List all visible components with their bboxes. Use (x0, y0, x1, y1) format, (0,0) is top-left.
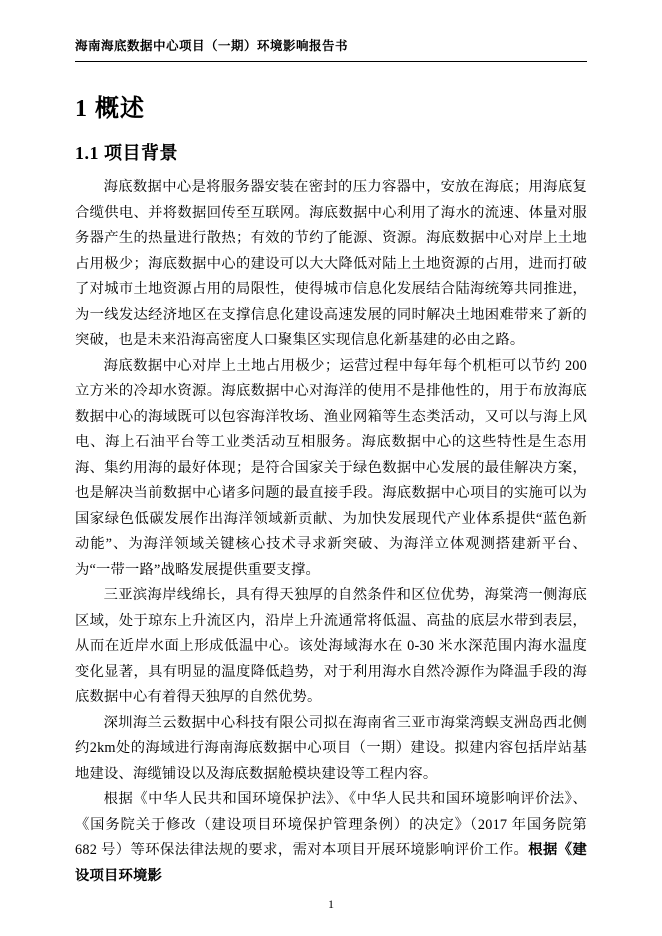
section-heading: 1.1 项目背景 (75, 143, 178, 163)
paragraph-5-bold-text: 根据《建设项目环境影 (75, 842, 587, 884)
paragraph-1: 海底数据中心是将服务器安装在密封的压力容器中，安放在海底；用海底复合缆供电、并将数据回传至互联网。海底数据中心利用了海水的流速、体量对服务器产生的热量进行散热；有效的节约了能源、资源。海底数据中心对岸上土地占用极少；海底数据中心的建设可以大大降低对陆上土地资源的占用，进而打破了对城市土地资源占用的局限性，使得城市信息化发展结合陆海统筹共同推进，为一线发达经济地区在支撑信息化建设高速发展的同时解决土地困难带来了新的突破，也是未来沿海高密度人口聚集区实现信息化新基建的必由之路。 (75, 179, 587, 348)
paragraph-2: 海底数据中心对岸上土地占用极少；运营过程中每年每个机柜可以节约 200 立方米的冷却水资源。海底数据中心对海洋的使用不是排他性的，用于布放海底数据中心的海域既可以包容海洋牧场、渔业网箱等生态类活动，又可以与海上风电、海上石油平台等工业类活动互相服务。海底数据中心的这些特性是生态用海、集约用海的最好体现；是符合国家关于绿色数据中心发展的最佳解决方案，也是解决当前数据中心诸多问题的最直接手段。海底数据中心项目的实施可以为国家绿色低碳发展作出海洋领域新贡献、为加快发展现代产业体系提供“蓝色新动能”、为海洋领域关键核心技术寻求新突破、为海洋立体观测搭建新平台、为“一带一路”战略发展提供重要支撑。 (75, 357, 587, 578)
paragraph-5 (75, 787, 587, 889)
page-header (75, 36, 587, 62)
header-title: 海南海底数据中心项目（一期）环境影响报告书 (75, 39, 349, 53)
chapter-heading: 1 概述 (75, 96, 145, 122)
page-number: 1 (328, 897, 334, 911)
paragraph-5-text: 根据《中华人民共和国环境保护法》、《中华人民共和国环境影响评价法》、《国务院关于修改（建设项目环境保护管理条例）的决定》（2017 年国务院第 682 号）等环保法律法规的要求，需对本项目开展环境影响评价工作。 (75, 791, 587, 858)
page-footer (0, 897, 662, 912)
paragraph-3: 三亚滨海岸线绵长，具有得天独厚的自然条件和区位优势，海棠湾一侧海底区域，处于琼东上升流区内，沿岸上升流通常将低温、高盐的底层水带到表层，从而在近岸水面上形成低温中心。该处海域海水在 0-30 米水深范围内海水温度变化显著，具有明显的温度降低趋势，对于利用海水自然冷源作为降温手段的海底数据中心有着得天独厚的自然优势。 (75, 587, 587, 705)
paragraph-4: 深圳海兰云数据中心科技有限公司拟在海南省三亚市海棠湾蜈支洲岛西北侧约2km处的海域进行海南海底数据中心项目（一期）建设。拟建内容包括岸站基地建设、海缆铺设以及海底数据舱模块建设等工程内容。 (75, 714, 587, 782)
